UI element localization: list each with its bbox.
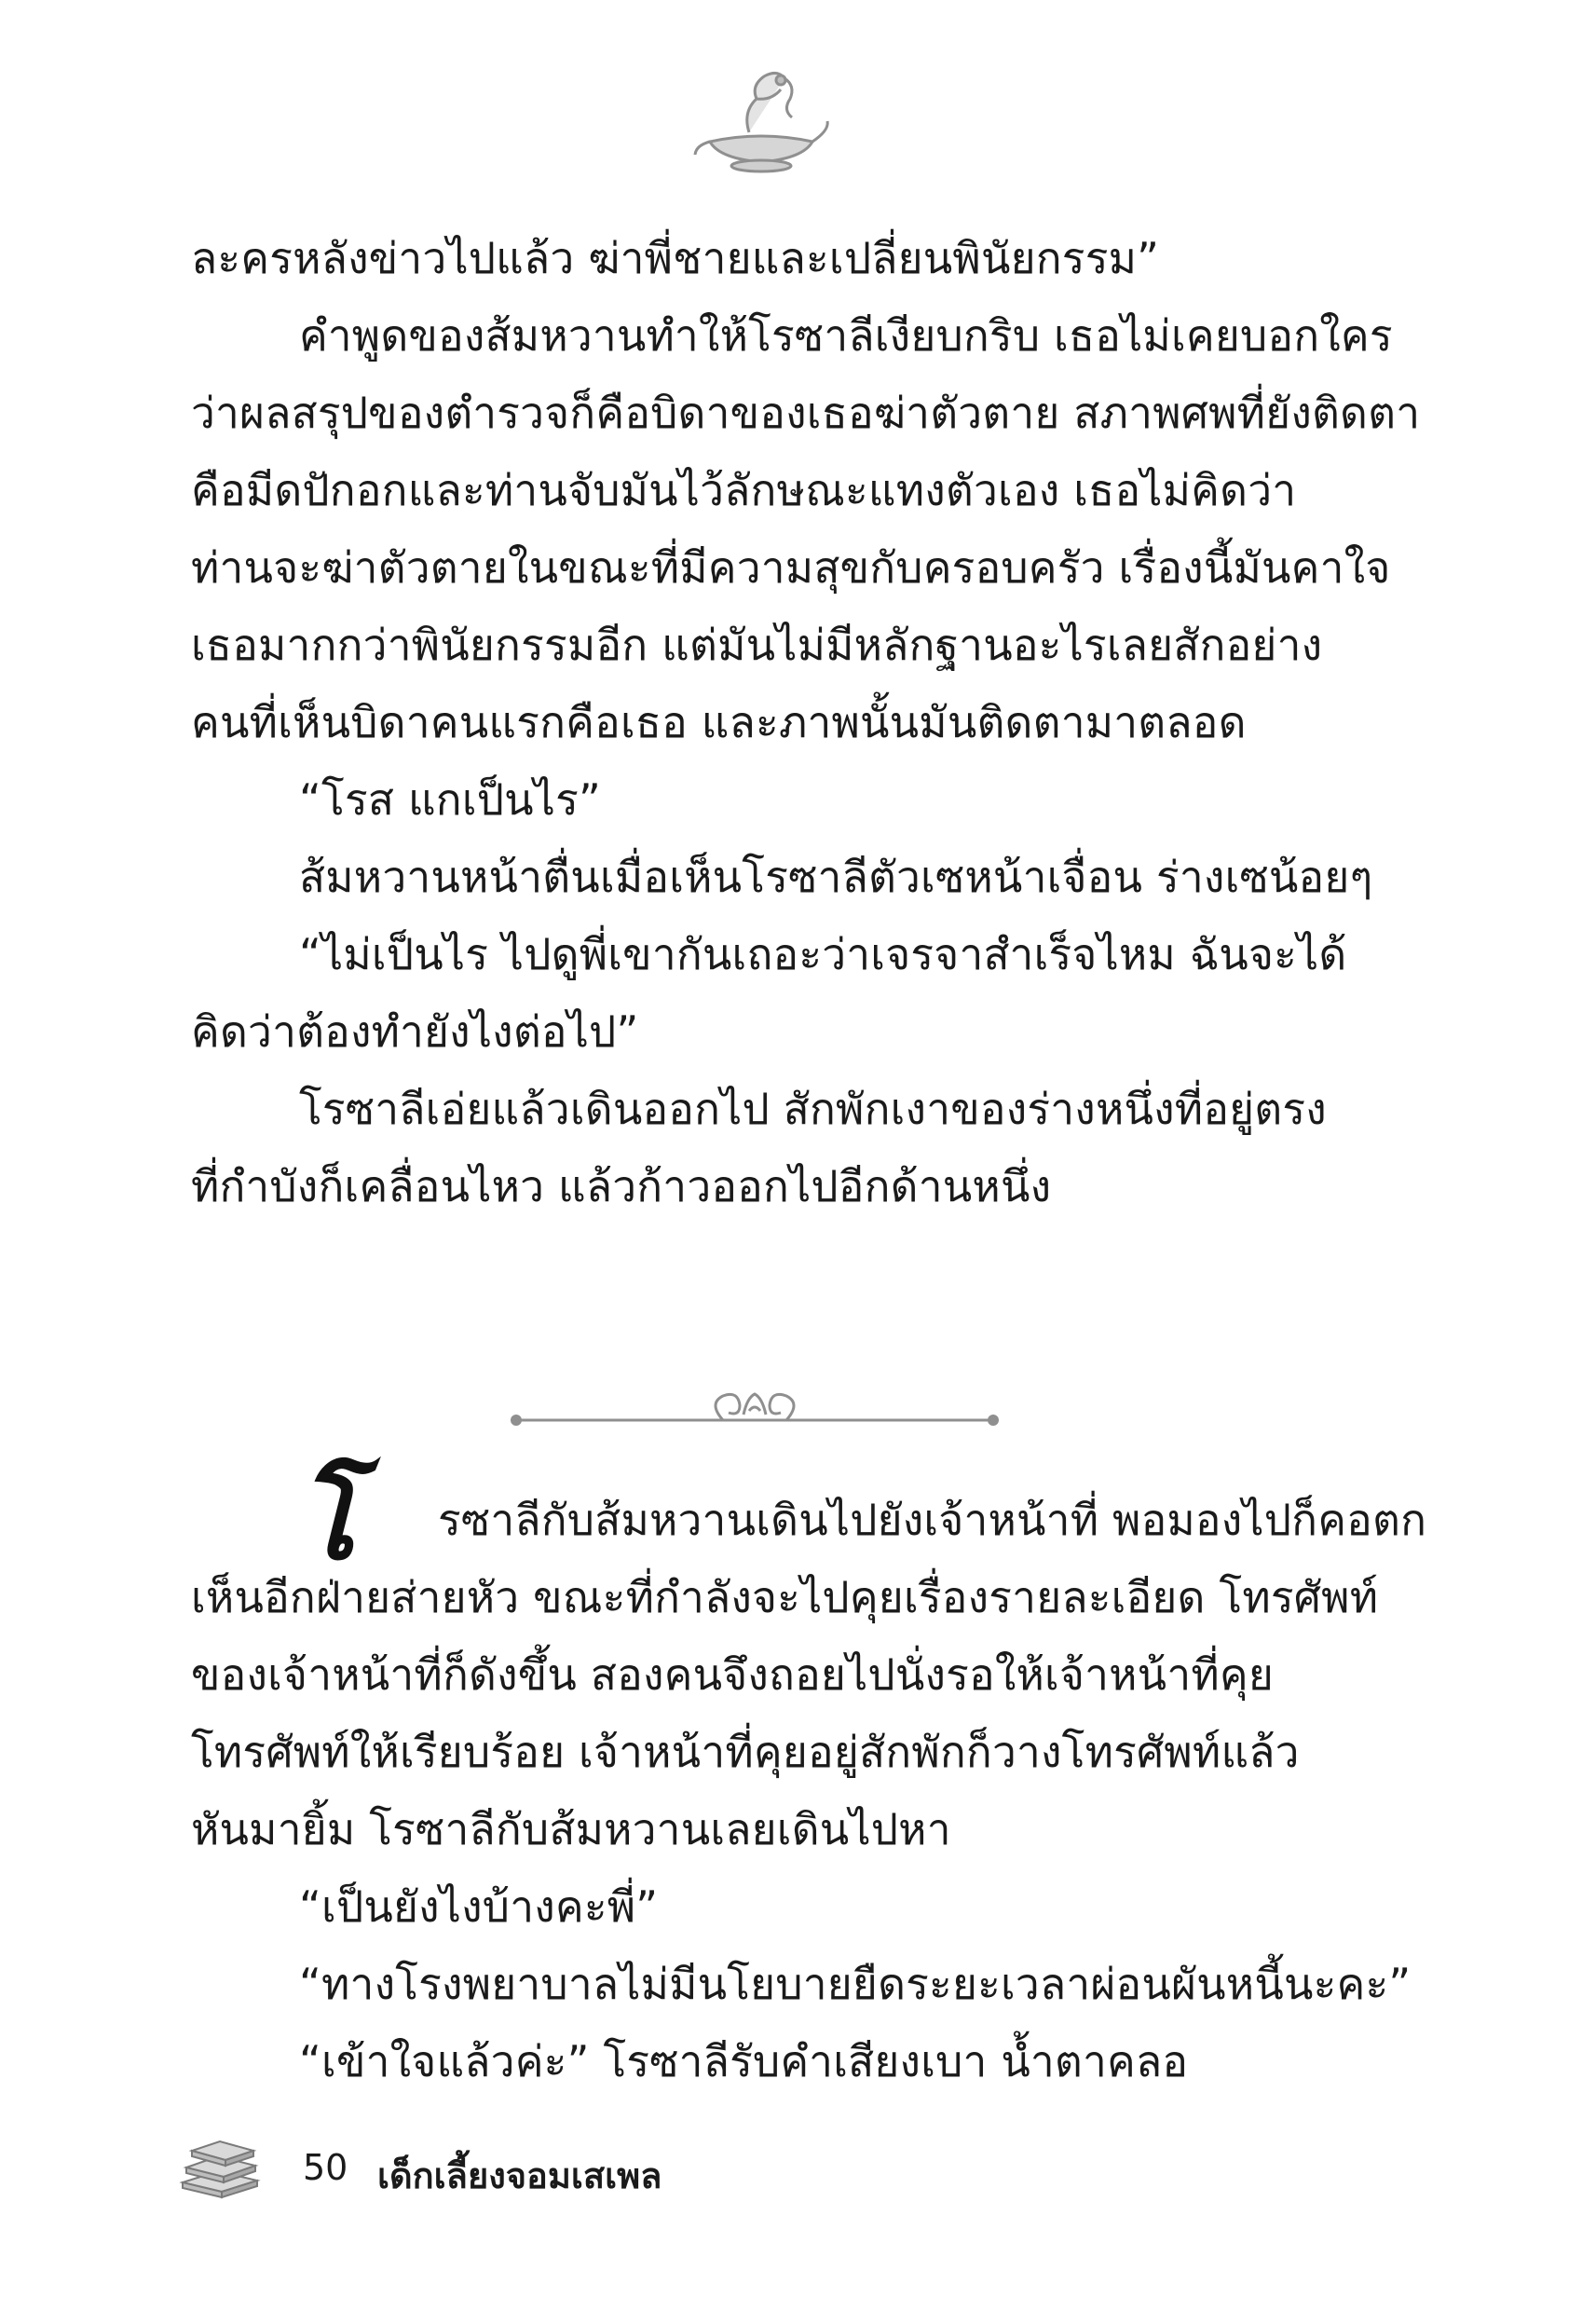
text-line: คนที่เห็นบิดาคนแรกคือเธอ และภาพนั้นมันติดตามาตลอด [191,697,1247,747]
book-stack-icon [177,2134,261,2199]
book-title: เด็กเลี้ยงจอมเสเพล [377,2155,662,2196]
text-line: โทรศัพท์ให้เรียบร้อย เจ้าหน้าที่คุยอยู่สักพักก็วางโทรศัพท์แล้ว [191,1727,1300,1777]
text-line: โรซาลีเอ่ยแล้วเดินออกไป สักพักเงาของร่างหนึ่งที่อยู่ตรง [299,1084,1327,1134]
text-line: “ไม่เป็นไร ไปดูพี่เขากันเถอะว่าเจรจาสำเร็จไหม ฉันจะได้ [299,929,1347,979]
text-line: คำพูดของส้มหวานทำให้โรซาลีเงียบกริบ เธอไม่เคยบอกใคร [299,310,1393,361]
text-line: คือมีดปักอกและท่านจับมันไว้ลักษณะแทงตัวเอง เธอไม่คิดว่า [191,465,1297,515]
text-line: ว่าผลสรุปของตำรวจก็คือบิดาของเธอฆ่าตัวตาย สภาพศพที่ยังติดตา [191,388,1421,438]
text-line: หันมายิ้ม โรซาลีกับส้มหวานเลยเดินไปหา [191,1804,951,1854]
text-block-bottom [191,1482,1427,2100]
text-block-top [191,220,1421,1225]
text-line: “เข้าใจแล้วค่ะ” โรซาลีรับคำเสียงเบา น้ำตาคลอ [299,2036,1189,2086]
text-line: เห็นอีกฝ่ายส่ายหัว ขณะที่กำลังจะไปคุยเรื่องรายละเอียด โทรศัพท์ [191,1572,1379,1622]
text-line: ละครหลังข่าวไปแล้ว ฆ่าพี่ชายและเปลี่ยนพินัยกรรม” [191,233,1160,283]
text-line: ท่านจะฆ่าตัวตายในขณะที่มีความสุขกับครอบครัว เรื่องนี้มันคาใจ [191,542,1391,593]
text-line: “โรส แกเป็นไร” [299,774,602,825]
ornamental-divider-icon [503,1377,1006,1443]
text-line: เธอมากกว่าพินัยกรรมอีก แต่มันไม่มีหลักฐานอะไรเลยสักอย่าง [191,620,1323,670]
text-line: ของเจ้าหน้าที่ก็ดังขึ้น สองคนจึงถอยไปนั่งรอให้เจ้าหน้าที่คุย [191,1649,1274,1700]
genie-lamp-icon [691,65,831,177]
text-line: “ทางโรงพยาบาลไม่มีนโยบายยืดระยะเวลาผ่อนผันหนี้นะคะ” [299,1959,1412,2009]
text-line: ส้มหวานหน้าตื่นเมื่อเห็นโรซาลีตัวเซหน้าเจื่อน ร่างเซน้อยๆ [299,852,1373,902]
text-line: คิดว่าต้องทำยังไงต่อไป” [191,1006,639,1057]
page-number: 50 [303,2147,348,2188]
text-line: “เป็นยังไงบ้างคะพี่” [299,1881,659,1932]
drop-cap: โ [296,1455,356,1584]
text-line: รซาลีกับส้มหวานเดินไปยังเจ้าหน้าที่ พอมองไปก็คอตก [438,1495,1427,1545]
text-line: ที่กำบังก็เคลื่อนไหว แล้วก้าวออกไปอีกด้านหนึ่ง [191,1161,1052,1211]
